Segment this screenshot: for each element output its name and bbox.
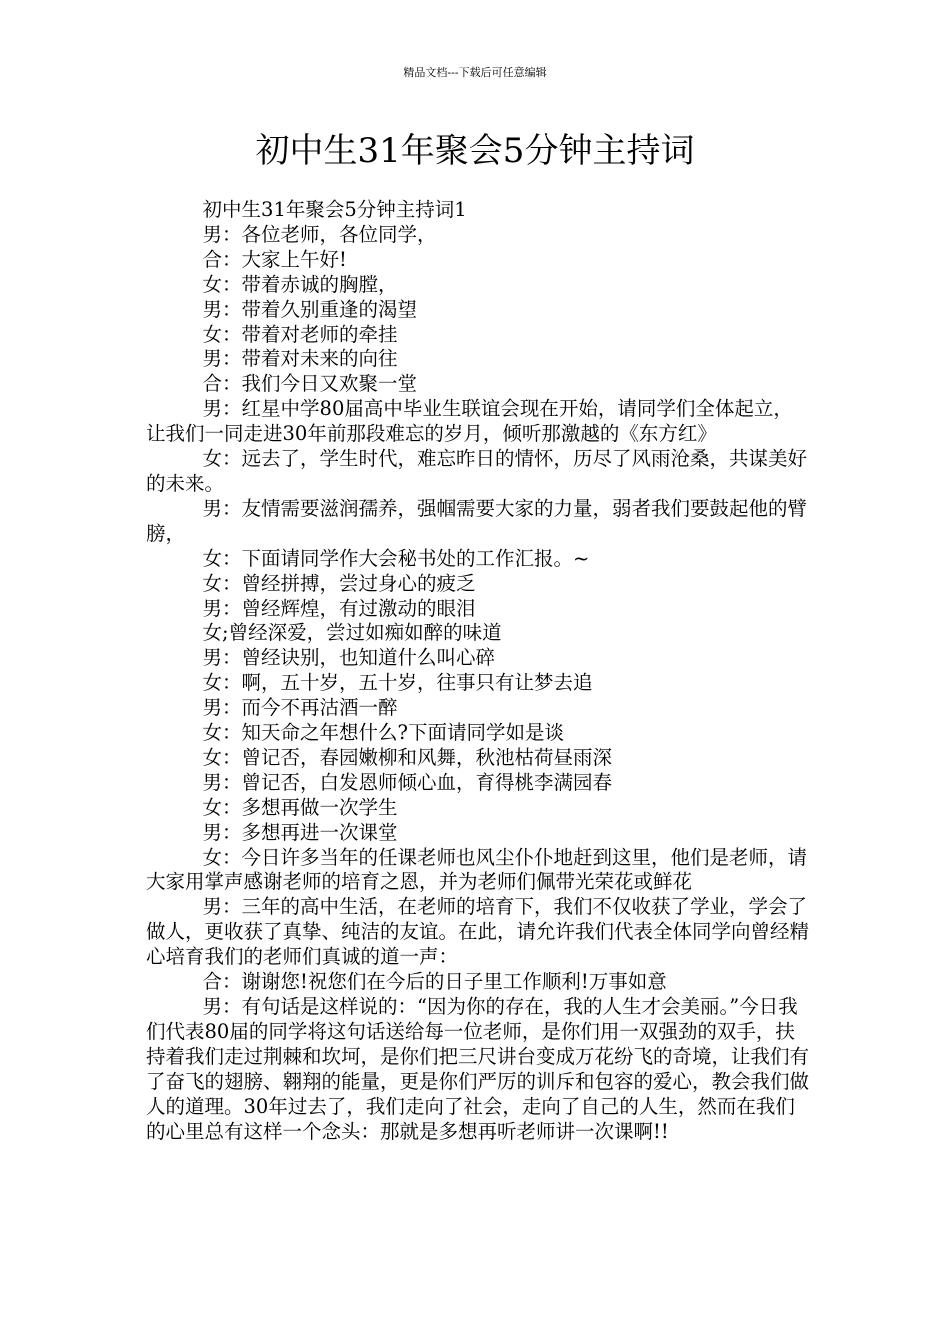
- paragraph: 合：我们今日又欢聚一堂: [202, 372, 418, 396]
- paragraph: 女：曾记否，春园嫩柳和风舞，秋池枯荷昼雨深: [202, 745, 613, 769]
- paragraph: 女：知天命之年想什么?下面请同学如是谈: [202, 721, 565, 745]
- paragraph: 男：而今不再沽酒一醉: [202, 696, 398, 720]
- paragraph: 女：多想再做一次学生: [202, 795, 398, 819]
- paragraph: 男：带着对未来的向往: [202, 347, 398, 371]
- paragraph: 女;曾经深爱，尝过如痴如醉的味道: [202, 621, 502, 645]
- paragraph: 女：下面请同学作大会秘书处的工作汇报。~: [202, 546, 590, 570]
- paragraph: 初中生31年聚会5分钟主持词1: [202, 198, 467, 221]
- paragraph: 女：曾经拼搏，尝过身心的疲乏: [202, 571, 476, 595]
- paragraph: 女：啊，五十岁，五十岁，往事只有让梦去追: [202, 671, 593, 695]
- paragraph: 女：远去了，学生时代，难忘昨日的情怀，历尽了风雨沧桑，共谋美好的未来。: [146, 447, 808, 495]
- paragraph: 女：带着对老师的牵挂: [202, 322, 398, 346]
- paragraph: 男：有句话是这样说的：“因为你的存在，我的人生才会美丽。”今日我们代表80届的同学将这句话送给每一位老师，是你们用一双强劲的双手，扶持着我们走过荆棘和坎坷，是你们把三尺讲台变成万花纷飞的奇境，让我们有了奋飞的翅膀、翱翔的能量，更是你们严厉的训斥和包容的爱心，教会我们做人的道理。30年过去了，我们走向了社会，走向了自己的人生，然而在我们的心里总有这样一个念头：那就是多想再听老师讲一次课啊!!: [146, 995, 810, 1143]
- paragraph: 合：谢谢您!祝您们在今后的日子里工作顺利!万事如意: [202, 970, 667, 994]
- paragraph: 女：今日许多当年的任课老师也风尘仆仆地赶到这里，他们是老师，请大家用掌声感谢老师的培育之恩，并为老师们佩带光荣花或鲜花: [146, 845, 808, 894]
- paragraph: 男：各位老师，各位同学，: [202, 222, 437, 246]
- document-title: 初中生31年聚会5分钟主持词: [255, 131, 695, 171]
- paragraph: 男：红星中学80届高中毕业生联谊会现在开始，请同学们全体起立，让我们一同走进30年前那段难忘的岁月，倾听那激越的《东方红》: [146, 397, 793, 446]
- paragraph: 合：大家上午好!: [202, 247, 347, 271]
- document-body: [146, 198, 810, 1144]
- paragraph: 女：带着赤诚的胸膛，: [202, 272, 398, 296]
- paragraph: 男：三年的高中生活，在老师的培育下，我们不仅收获了学业，学会了做人，更收获了真挚、纯洁的友谊。在此，请允许我们代表全体同学向曾经精心培育我们的老师们真诚的道一声：: [146, 895, 810, 969]
- paragraph: 男：曾经辉煌，有过激动的眼泪: [202, 596, 476, 620]
- page-header-note: 精品文档---下载后可任意编辑: [403, 66, 547, 79]
- paragraph: 男：多想再进一次课堂: [202, 820, 398, 844]
- paragraph: 男：带着久别重逢的渴望: [202, 297, 418, 321]
- paragraph: 男：曾经诀别，也知道什么叫心碎: [202, 646, 496, 670]
- paragraph: 男：曾记否，白发恩师倾心血，育得桃李满园春: [202, 770, 613, 794]
- paragraph: 男：友情需要滋润孺养，强帼需要大家的力量，弱者我们要鼓起他的臂膀，: [146, 496, 808, 545]
